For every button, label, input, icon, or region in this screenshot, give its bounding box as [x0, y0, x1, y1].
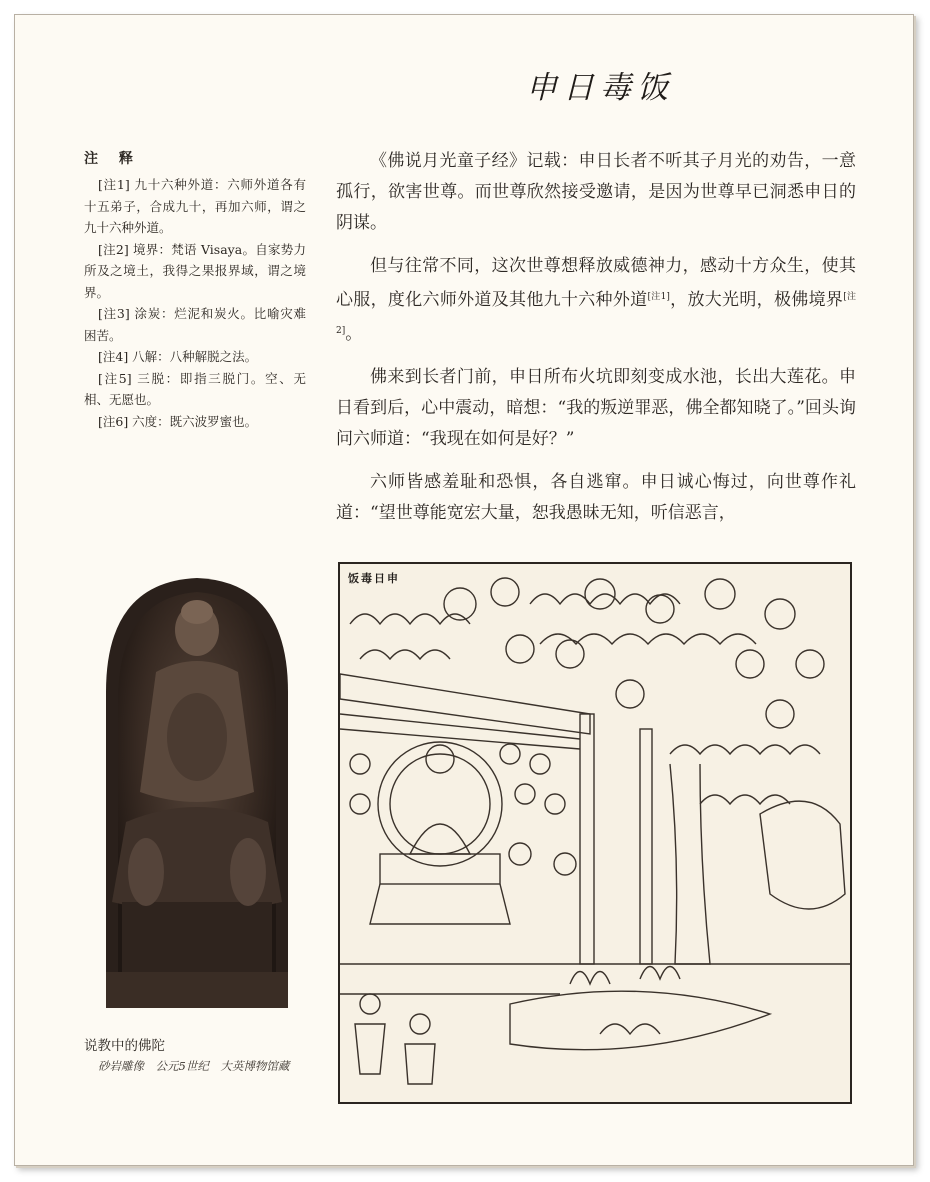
- paragraph-1: 《佛说月光童子经》记载：申日长者不听其子月光的劝告，一意孤行，欲害世尊。而世尊欣然接受邀请，是因为世尊早已洞悉申日的阴谋。: [336, 151, 856, 233]
- paragraph-4: 六师皆感羞耻和恐惧，各自逃窜。申日诚心悔过，向世尊作礼道：“望世尊能宽宏大量，恕我愚昧无知，听信恶言，: [336, 472, 856, 523]
- note-3: [注3] 涂炭：烂泥和炭火。比喻灾难困苦。: [84, 306, 306, 343]
- main-text: [336, 146, 856, 541]
- illustration-drawing: [340, 564, 850, 1102]
- note-4: [注4] 八解：八种解脱之法。: [98, 349, 258, 364]
- woodblock-illustration: [338, 562, 852, 1104]
- caption-detail: 砂岩雕像 公元5世纪 大英博物馆藏: [98, 1059, 290, 1073]
- paragraph-2-text-a: 但与往常不同，这次世尊想释放威德神力，感动十方众生，使其心服，度化六师外道及其他九十六种外道: [336, 256, 856, 310]
- paragraph-3: 佛来到长者门前，申日所布火坑即刻变成水池，长出大莲花。申日看到后，心中震动，暗想：“我的叛逆罪恶，佛全都知晓了。”回头询问六师道：“我现在如何是好？”: [336, 367, 856, 449]
- note-1: [注1] 九十六种外道：六师外道各有十五弟子，合成九十，再加六师，谓之九十六种外道。: [84, 177, 306, 235]
- paragraph-2-text-c: 。: [345, 324, 363, 344]
- note-ref-2[interactable]: [注2]: [336, 292, 857, 336]
- statue-image: [86, 572, 308, 1014]
- notes-heading: 注 释: [84, 151, 141, 167]
- buddha-statue-photo: [86, 572, 308, 1014]
- notes-section: [84, 148, 306, 432]
- caption-title: 说教中的佛陀: [84, 1038, 165, 1054]
- note-6: [注6] 六度：既六波罗蜜也。: [98, 413, 258, 429]
- statue-caption: [84, 1034, 314, 1076]
- note-ref-1[interactable]: [注1]: [647, 292, 670, 302]
- paragraph-2: [336, 251, 856, 350]
- illustration-label: 申日毒饭: [348, 572, 400, 585]
- note-5: [注5] 三脱：即指三脱门。空、无相、无愿也。: [84, 370, 306, 407]
- page-title: 申日毒饭: [526, 70, 674, 106]
- note-2: [注2] 境界：梵语 Visaya。自家势力所及之境土，我得之果报界域，谓之境界。: [84, 241, 306, 300]
- paragraph-2-text-b: ，放大光明，极佛境界: [669, 290, 844, 310]
